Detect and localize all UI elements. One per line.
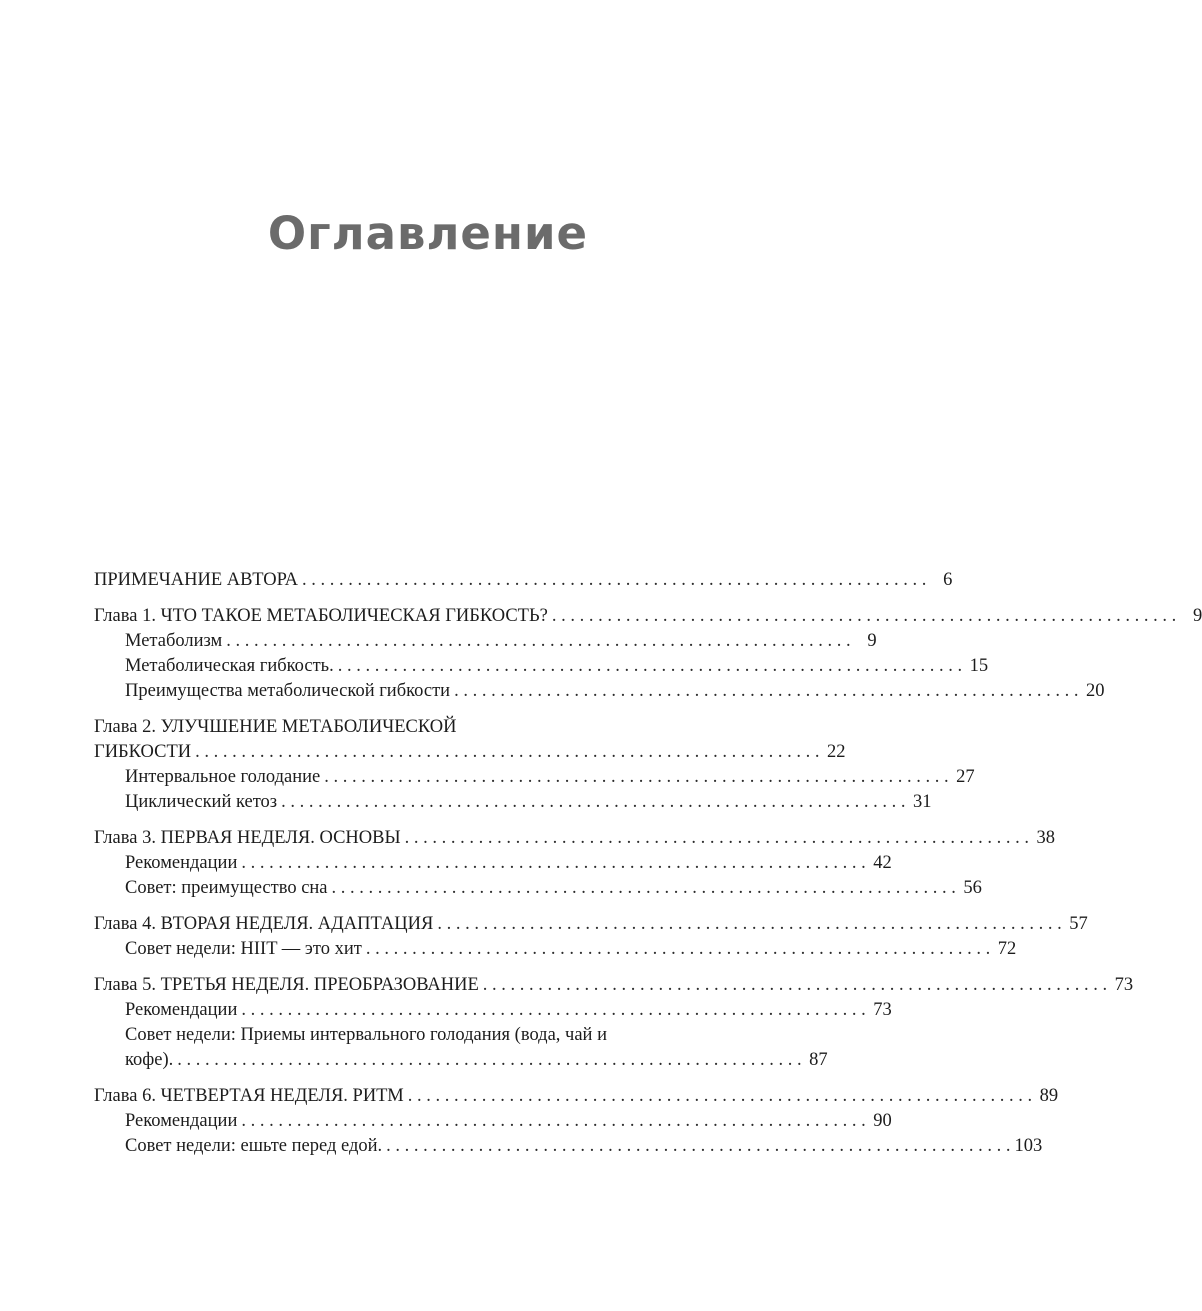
dot-leader: [454, 679, 1078, 704]
toc-entry-title: Совет недели: ешьте перед едой.: [125, 1136, 383, 1156]
toc-entry-title: Глава 6. ЧЕТВЕРТАЯ НЕДЕЛЯ. РИТМ: [94, 1086, 404, 1106]
dot-leader: [177, 1048, 801, 1073]
toc-chapter-entry[interactable]: [94, 604, 1202, 629]
page-title: Оглавление: [267, 207, 589, 260]
toc-entry-page: 20: [1085, 681, 1105, 701]
toc-chapter-entry[interactable]: [94, 973, 1134, 998]
toc-entry-page: 6: [943, 570, 953, 590]
toc-entry-page: 31: [913, 792, 932, 812]
dot-leader: [386, 1134, 1010, 1159]
toc-entry-page: 73: [873, 1000, 892, 1020]
toc-chapter-title-line[interactable]: Глава 2. УЛУЧШЕНИЕ МЕТАБОЛИЧЕСКОЙ: [94, 717, 457, 737]
toc-entry-title: Рекомендации: [125, 1000, 238, 1020]
toc-entry-page: 38: [1036, 828, 1055, 848]
table-of-contents: [94, 568, 1202, 1170]
toc-section-author-note: [94, 568, 953, 593]
toc-entry-page: 90: [873, 1111, 892, 1131]
dot-leader: [408, 1084, 1032, 1109]
toc-entry-page: 103: [1014, 1136, 1043, 1156]
toc-entry-title: Преимущества метаболической гибкости: [125, 681, 451, 701]
toc-chapter-entry[interactable]: [94, 1084, 1059, 1109]
toc-entry-page: 27: [956, 767, 975, 787]
toc-entry-page: 72: [997, 939, 1017, 959]
toc-entry-page: 42: [873, 853, 892, 873]
toc-entry-page: 57: [1069, 914, 1088, 934]
dot-leader: [332, 876, 956, 901]
dot-leader: [241, 851, 865, 876]
dot-leader: [241, 1109, 865, 1134]
toc-subentry[interactable]: [94, 937, 1017, 962]
dot-leader: [302, 568, 926, 593]
toc-subentry[interactable]: [94, 629, 877, 654]
toc-entry-title: Глава 5. ТРЕТЬЯ НЕДЕЛЯ. ПРЕОБРАЗОВАНИЕ: [94, 975, 479, 995]
toc-section-chapter-1: [94, 604, 1202, 704]
dot-leader: [281, 790, 905, 815]
toc-entry-page: 56: [963, 878, 982, 898]
toc-subentry[interactable]: [94, 679, 1105, 704]
toc-entry-page: 89: [1039, 1086, 1059, 1106]
toc-subentry[interactable]: [94, 998, 892, 1023]
toc-entry-title: ПРИМЕЧАНИЕ АВТОРА: [94, 570, 298, 590]
dot-leader: [195, 740, 819, 765]
toc-entry-title: Метаболическая гибкость.: [125, 656, 334, 676]
toc-entry-title: Глава 1. ЧТО ТАКОЕ МЕТАБОЛИЧЕСКАЯ ГИБКОСТЬ?: [94, 606, 548, 626]
toc-subentry[interactable]: [94, 851, 892, 876]
dot-leader: [226, 629, 850, 654]
toc-chapter-entry[interactable]: [94, 826, 1055, 851]
toc-entry-page: 22: [827, 742, 846, 762]
toc-entry-title: Интервальное голодание: [125, 767, 321, 787]
toc-section-chapter-3: [94, 826, 1055, 901]
dot-leader: [405, 826, 1029, 851]
dot-leader: [324, 765, 948, 790]
toc-entry-page: 9: [1192, 606, 1202, 626]
toc-entry-title: ГИБКОСТИ: [94, 742, 192, 762]
toc-entry-title: Совет недели: HIIT — это хит: [125, 939, 362, 959]
toc-entry-page: 9: [867, 631, 877, 651]
toc-subentry[interactable]: [94, 765, 975, 790]
toc-subentry[interactable]: [94, 876, 982, 901]
toc-subentry[interactable]: [94, 1109, 892, 1134]
toc-section-chapter-4: [94, 912, 1088, 962]
toc-subentry[interactable]: [94, 654, 989, 679]
dot-leader: [437, 912, 1061, 937]
toc-entry-title: Глава 3. ПЕРВАЯ НЕДЕЛЯ. ОСНОВЫ: [94, 828, 401, 848]
toc-subentry-title-line[interactable]: Совет недели: Приемы интервального голодания (вода, чай и: [125, 1025, 607, 1045]
dot-leader: [338, 654, 962, 679]
dot-leader: [241, 998, 865, 1023]
dot-leader: [552, 604, 1176, 629]
toc-subentry[interactable]: [94, 790, 932, 815]
dot-leader: [483, 973, 1107, 998]
toc-entry[interactable]: [94, 568, 953, 593]
toc-entry-title: кофе).: [125, 1050, 174, 1070]
toc-entry-title: Совет: преимущество сна: [125, 878, 328, 898]
toc-entry-page: 15: [969, 656, 989, 676]
dot-leader: [366, 937, 990, 962]
toc-subentry[interactable]: [94, 1048, 828, 1073]
toc-entry-title: Циклический кетоз: [125, 792, 278, 812]
toc-chapter-entry[interactable]: [94, 912, 1088, 937]
toc-section-chapter-2: [94, 715, 975, 815]
toc-entry-page: 73: [1114, 975, 1134, 995]
toc-entry-page: 87: [809, 1050, 828, 1070]
toc-entry-title: Рекомендации: [125, 853, 238, 873]
toc-entry-title: Глава 4. ВТОРАЯ НЕДЕЛЯ. АДАПТАЦИЯ: [94, 914, 434, 934]
toc-entry-title: Рекомендации: [125, 1111, 238, 1131]
toc-section-chapter-5: [94, 973, 1134, 1073]
toc-subentry[interactable]: [94, 1134, 1043, 1159]
toc-chapter-entry[interactable]: [94, 740, 846, 765]
toc-entry-title: Метаболизм: [125, 631, 223, 651]
toc-section-chapter-6: [94, 1084, 1059, 1159]
